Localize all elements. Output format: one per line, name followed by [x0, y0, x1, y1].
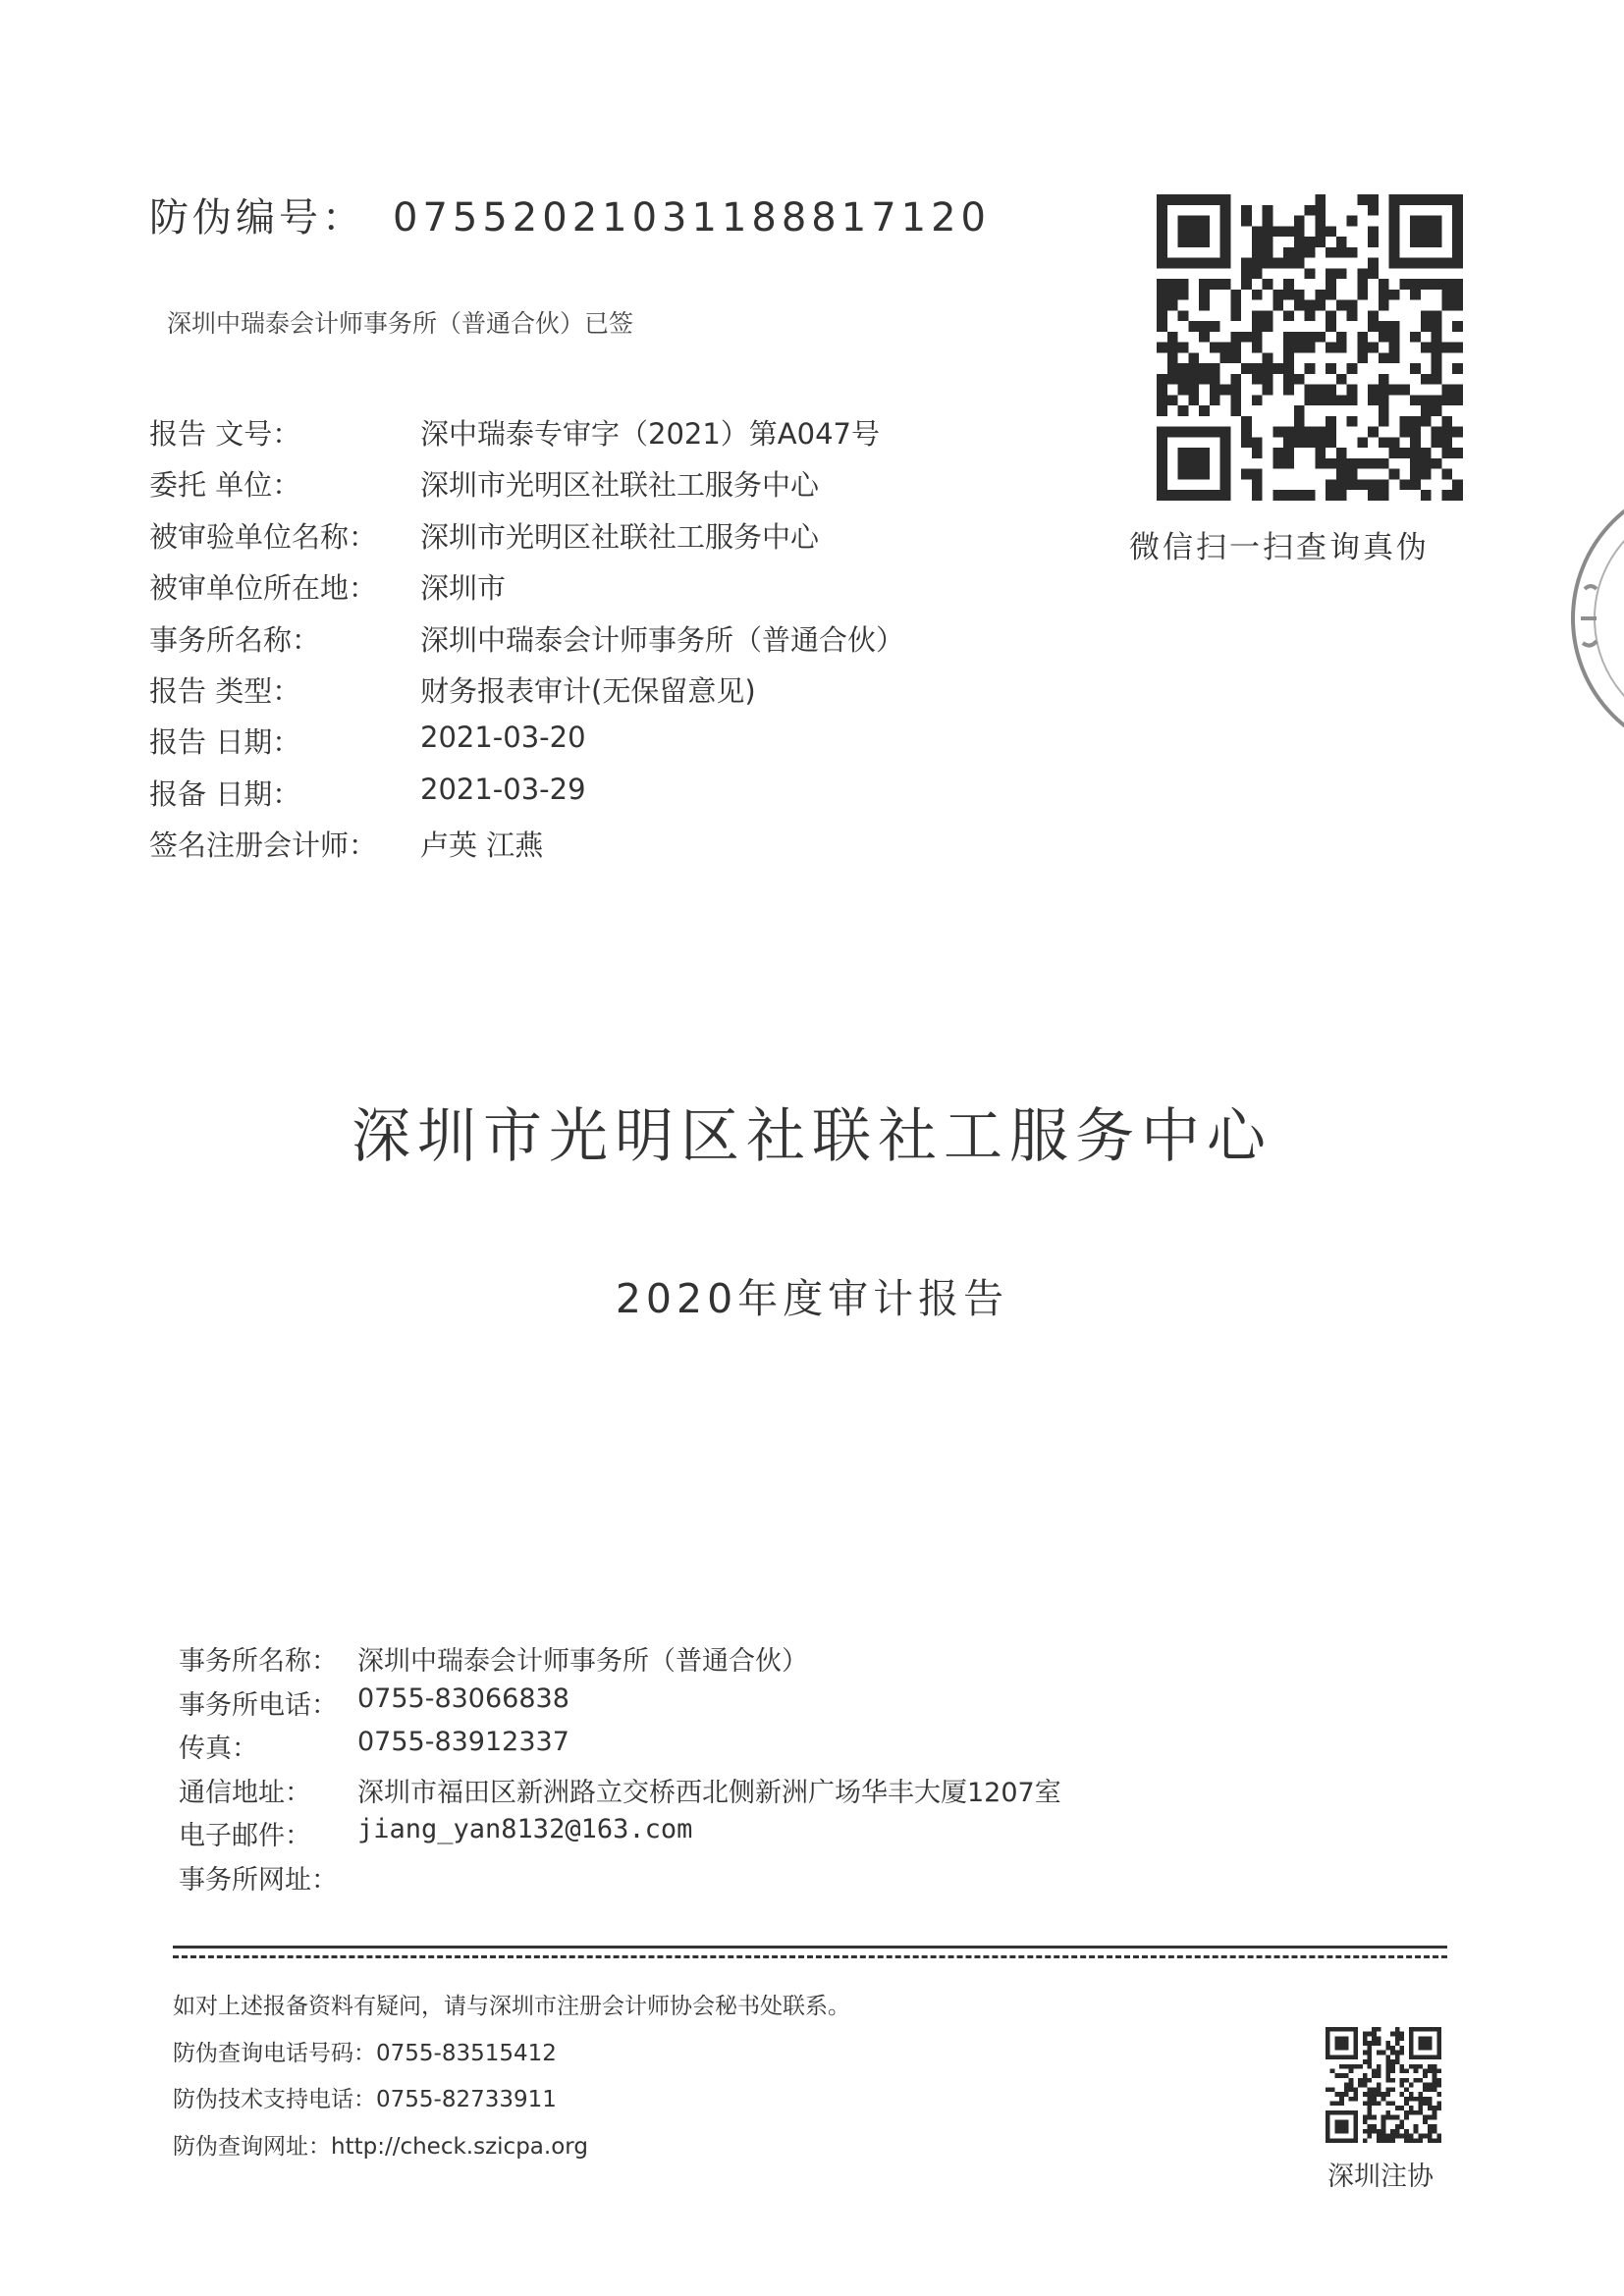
szicpa-qr-code[interactable] [1326, 2027, 1441, 2143]
contact-value: 0755-83912337 [357, 1727, 569, 1758]
divider-dashed [173, 1955, 1447, 1958]
organization-title: 深圳市光明区社联社工服务中心 [352, 1102, 1272, 1172]
anti-fake-number-line [149, 187, 991, 242]
anti-fake-number: 07552021031188817120 [393, 195, 991, 240]
signed-notice: 深圳中瑞泰会计师事务所（普通合伙）已签 [167, 309, 634, 338]
info-value: 深圳中瑞泰会计师事务所（普通合伙） [420, 622, 905, 657]
contact-label: 通信地址： [179, 1777, 311, 1808]
info-value: 深圳市光明区社联社工服务中心 [420, 519, 820, 554]
contact-email-link[interactable]: jiang_yan8132@163.com [357, 1814, 693, 1845]
info-value: 深圳市光明区社联社工服务中心 [420, 468, 820, 503]
info-label: 签名注册会计师： [149, 828, 378, 863]
info-label: 被审单位所在地： [149, 571, 378, 606]
info-label: 报告 日期： [149, 725, 301, 760]
info-label: 报备 日期： [149, 776, 301, 811]
info-value: 2021-03-20 [420, 721, 586, 755]
contact-label: 传真： [179, 1734, 258, 1765]
seal-stamp-icon [1563, 471, 1624, 766]
contact-value: 深圳中瑞泰会计师事务所（普通合伙） [357, 1646, 808, 1677]
contact-label: 电子邮件： [179, 1821, 311, 1852]
contact-label: 事务所网址： [179, 1864, 338, 1896]
info-value: 深圳市 [420, 571, 507, 606]
info-label: 报告 类型： [149, 673, 301, 708]
verification-qr-code[interactable] [1157, 194, 1463, 501]
info-label: 被审验单位名称： [149, 519, 378, 554]
qr-caption: 微信扫一扫查询真伪 [1129, 530, 1430, 565]
divider-solid [173, 1946, 1447, 1949]
info-value: 卢英 江燕 [420, 828, 544, 863]
footer-line: 防伪技术支持电话：0755-82733911 [173, 2087, 557, 2112]
footer-notice-block [173, 1988, 850, 2174]
report-subtitle: 2020年度审计报告 [615, 1275, 1009, 1322]
footer-line: 防伪查询电话号码：0755-83515412 [173, 2040, 557, 2066]
contact-label: 事务所电话： [179, 1689, 338, 1721]
info-value: 深中瑞泰专审字（2021）第A047号 [420, 417, 880, 451]
info-value: 2021-03-29 [420, 772, 586, 806]
contact-value: 深圳市福田区新洲路立交桥西北侧新洲广场华丰大厦1207室 [357, 1777, 1061, 1808]
footer-line: 如对上述报备资料有疑问，请与深圳市注册会计师协会秘书处联系。 [173, 1994, 850, 2019]
info-value: 财务报表审计(无保留意见) [420, 673, 756, 708]
contact-label: 事务所名称： [179, 1646, 338, 1677]
szicpa-caption: 深圳注协 [1327, 2162, 1434, 2192]
anti-fake-label: 防伪编号： [149, 195, 365, 240]
info-label: 报告 文号： [149, 417, 301, 451]
footer-url-link[interactable]: 防伪查询网址：http://check.szicpa.org [173, 2133, 588, 2160]
info-label: 委托 单位： [149, 468, 301, 503]
info-label: 事务所名称： [149, 622, 321, 657]
contact-value: 0755-83066838 [357, 1682, 569, 1714]
